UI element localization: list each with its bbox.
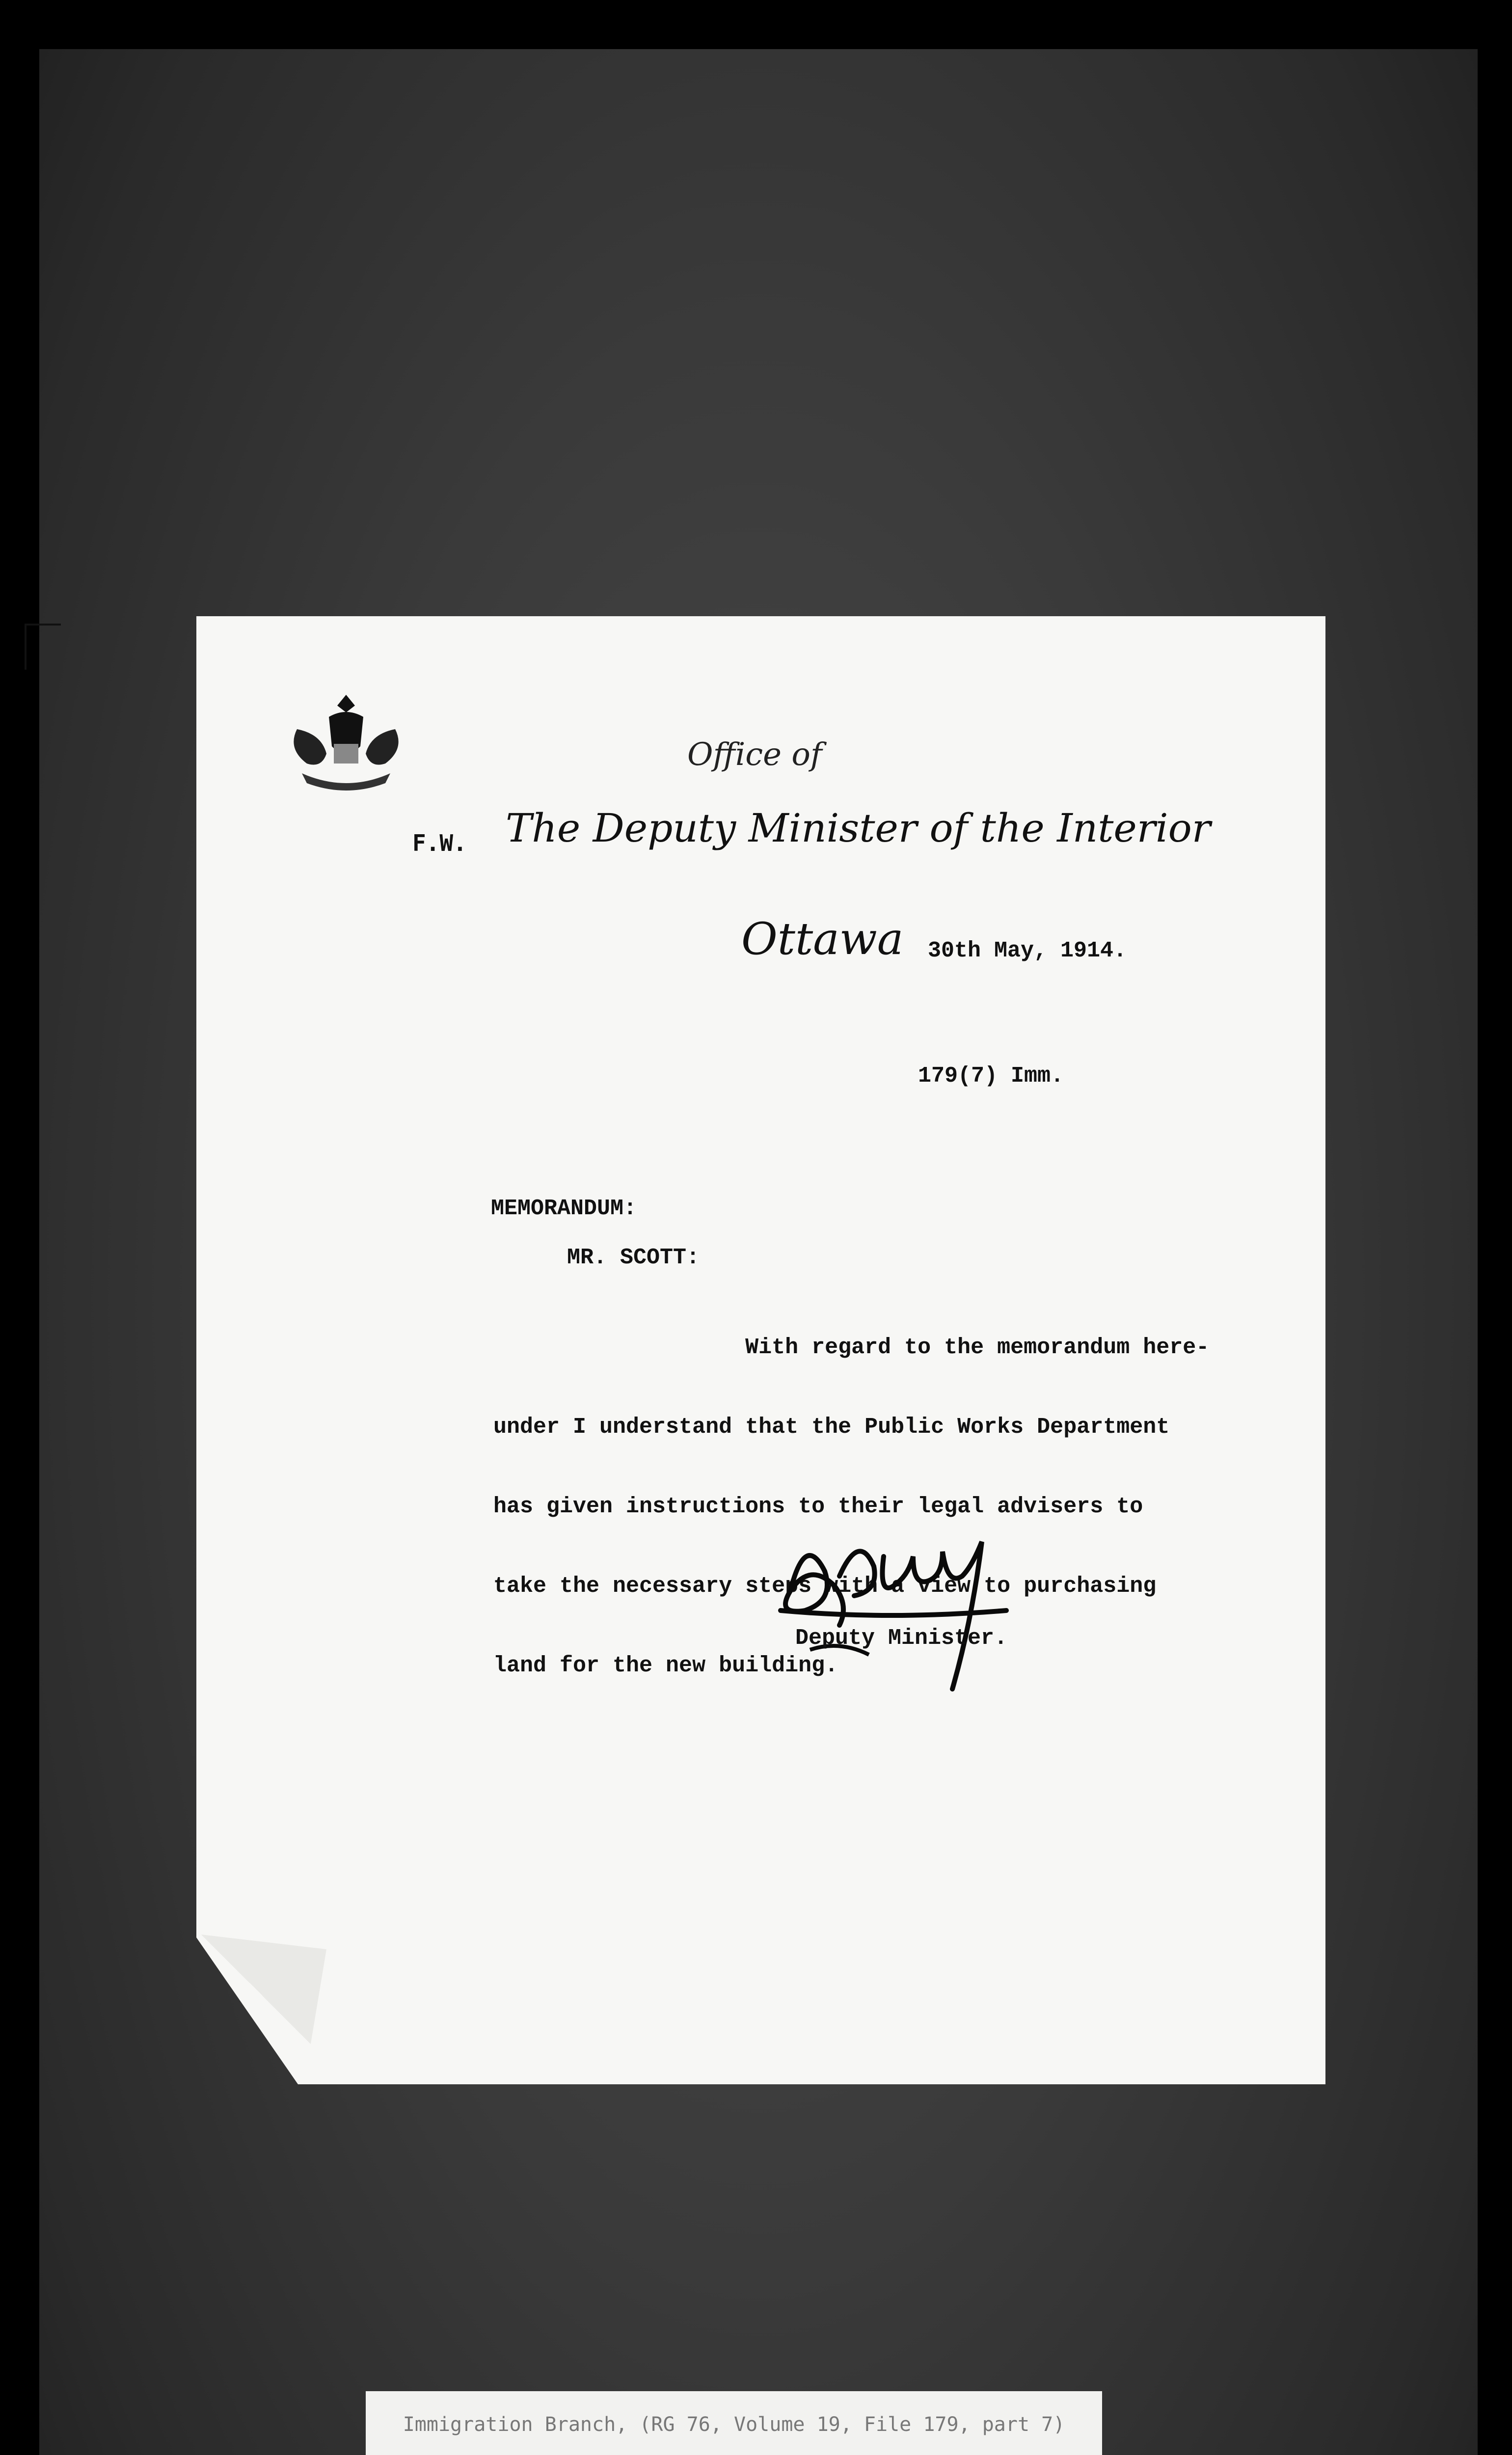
place-name: Ottawa xyxy=(741,913,904,965)
memo-heading: MEMORANDUM: xyxy=(491,1196,637,1221)
department-title: The Deputy Minister of the Interior xyxy=(506,805,1211,851)
corner-mark xyxy=(25,624,61,670)
file-reference: 179(7) Imm. xyxy=(918,1064,1064,1089)
signature-title: Deputy Minister. xyxy=(795,1626,1008,1651)
office-of-heading: Office of xyxy=(687,736,822,773)
archival-caption: Immigration Branch, (RG 76, Volume 19, File 179, part 7) xyxy=(366,2391,1102,2455)
initials: F.W. xyxy=(412,830,467,856)
memo-body-line: has given instructions to their legal advisers to xyxy=(493,1494,1143,1519)
memo-body-line: under I understand that the Public Works Department xyxy=(493,1415,1170,1440)
memo-date: 30th May, 1914. xyxy=(928,938,1127,963)
memo-body-line: With regard to the memorandum here- xyxy=(493,1335,1210,1360)
memo-body-line: take the necessary steps with a view to purchasing xyxy=(493,1574,1157,1599)
coat-of-arms-icon xyxy=(282,690,410,798)
memo-addressee: MR. SCOTT: xyxy=(567,1245,700,1270)
memo-body-line: land for the new building. xyxy=(493,1653,838,1678)
